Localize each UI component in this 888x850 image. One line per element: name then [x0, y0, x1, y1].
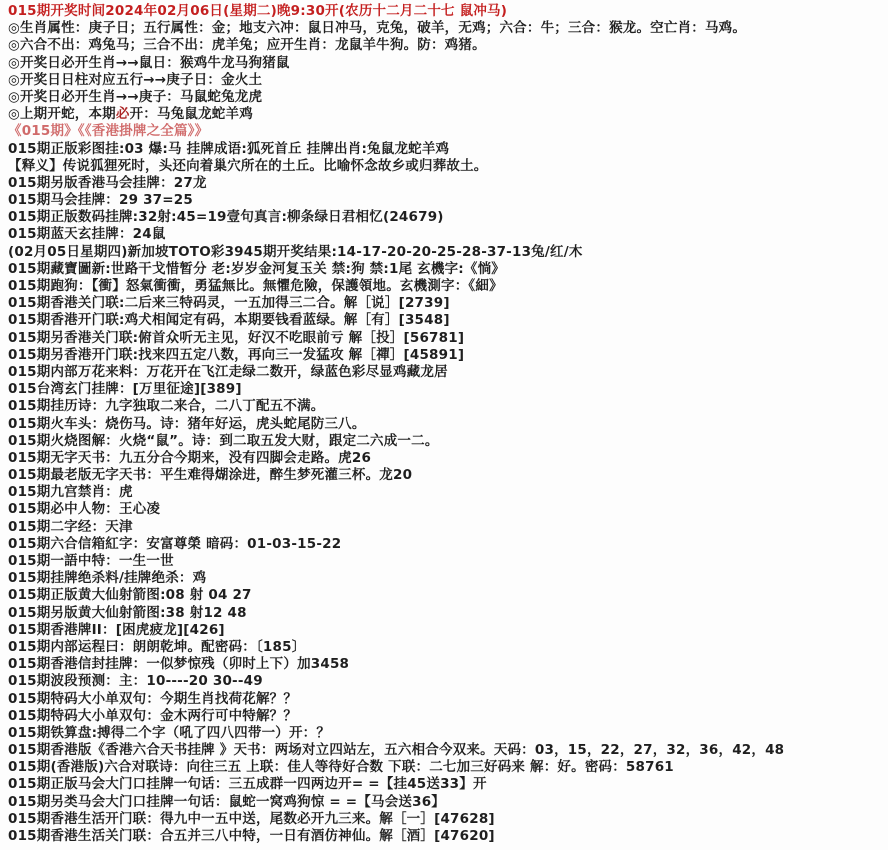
text-line	[8, 278, 882, 295]
text-segment: 015期香港关门联:二后来三特码灵，一五加得三二合。解［说］[2739]	[8, 295, 450, 312]
text-line	[8, 209, 882, 226]
text-line	[8, 226, 882, 243]
text-line	[8, 55, 882, 72]
text-segment: 开：马兔鼠龙蛇羊鸡	[129, 106, 253, 123]
text-segment: 015期六合信箱紅字：安富尊榮 暗码：01-03-15-22	[8, 535, 342, 552]
text-line	[8, 347, 882, 364]
text-line	[8, 312, 882, 329]
text-line	[8, 158, 882, 175]
text-segment: (02月05日星期四)新加坡TOTO彩3945期开奖结果:14-17-20-20-25-28-37-13兔/红/木	[8, 243, 583, 260]
text-line	[8, 708, 882, 725]
text-segment: 015期挂牌绝杀料/挂牌绝杀：鸡	[8, 570, 207, 587]
text-segment: 015期香港信封挂牌：一似梦惊残（卯时上下）加3458	[8, 656, 350, 673]
text-segment: 015期香港开门联:鸡犬相闻定有码，本期要钱看蓝绿。解［有］[3548]	[8, 312, 450, 329]
text-line	[8, 106, 882, 123]
text-line	[8, 484, 882, 501]
text-segment: 015期波段预测：主：10----20 30--49	[8, 673, 263, 690]
text-line	[8, 261, 882, 278]
text-line	[8, 433, 882, 450]
text-line	[8, 691, 882, 708]
text-segment: 015期另香港关门联:俯首众听无主见，好汉不吃眼前亏 解［投］[56781]	[8, 329, 465, 346]
text-segment: 015期正版黄大仙射箭图:08 射 04 27	[8, 587, 252, 604]
text-segment: ◎开奖日日柱对应五行→→庚子日：金火土	[8, 71, 263, 88]
text-line	[8, 536, 882, 553]
text-line	[8, 244, 882, 261]
lines-container	[8, 3, 882, 845]
text-line	[8, 501, 882, 518]
text-segment: 015期马会挂牌：29 37=25	[8, 192, 193, 209]
text-line	[8, 742, 882, 759]
text-segment: 015期二字经：天津	[8, 518, 133, 535]
text-segment: 015期内部运程曰：朗朗乾坤。配密码：〔185〕	[8, 638, 306, 655]
text-line	[8, 656, 882, 673]
text-line	[8, 794, 882, 811]
text-line	[8, 295, 882, 312]
text-segment: 015期最老版无字天书：平生难得煳涂进，醉生梦死灌三杯。龙20	[8, 467, 413, 484]
text-segment: 015期一語中特：一生一世	[8, 553, 174, 569]
text-segment: 015期香港生活关门联：合五并三八中特，一日有酒仿神仙。解［酒］[47620]	[8, 828, 495, 844]
text-segment: 015期特码大小单双句：今期生肖找荷花解？？	[8, 690, 298, 707]
text-segment: 015期内部万花来料：万花开在飞江走绿二数开，绿蓝色彩尽显鸡藏龙居	[8, 363, 448, 380]
text-line	[8, 450, 882, 467]
text-segment: 015台湾玄门挂牌：[万里征途][389]	[8, 381, 242, 398]
text-segment: ◎生肖属性：庚子日；五行属性：金；地支六冲：鼠日冲马，克兔，破羊，无鸡；六合：牛；三合：猴龙。空亡肖：马鸡。	[8, 20, 747, 37]
text-segment: 015期铁算盘:搏得二个字（吼了四八四带一）开：？	[8, 724, 331, 741]
text-segment: 015期挂历诗：九字独取二来合，二八丁配五不满。	[8, 398, 325, 415]
text-segment: 015期开奖时间2024年02月06日(星期二)晚9:30开(农历十二月二十七 鼠冲马)	[8, 3, 508, 19]
text-line	[8, 519, 882, 536]
text-line	[8, 759, 882, 776]
text-line	[8, 175, 882, 192]
text-line	[8, 416, 882, 433]
text-line	[8, 330, 882, 347]
text-segment: 015期跑狗：【衝】怒氣衝衝，勇猛無比。無懼危險，保護領地。玄機測字：《細》	[8, 278, 503, 294]
text-line	[8, 123, 882, 140]
text-segment: ◎开奖日必开生肖→→庚子：马鼠蛇兔龙虎	[8, 88, 263, 105]
text-line	[8, 398, 882, 415]
text-line	[8, 811, 882, 828]
text-line	[8, 37, 882, 54]
text-segment: 015期火车头：烧伤马。诗：猪年好运，虎头蛇尾防三八。	[8, 415, 366, 432]
text-segment: 【释义】传说狐狸死时，头还向着巢穴所在的土丘。比喻怀念故乡或归葬故土。	[8, 157, 488, 174]
text-line	[8, 192, 882, 209]
text-segment: 015期正版数码挂牌:32射:45=19壹句真言:柳条绿日君相忆(24679)	[8, 209, 444, 226]
text-line	[8, 776, 882, 793]
text-segment: 015期香港版《香港六合天书挂牌 》天书：两场对立四站左，五六相合今双来。天码：03，15，22，27，32，36，42，48	[8, 742, 785, 759]
text-line	[8, 622, 882, 639]
text-segment: 015期火烧图解：火烧“鼠”。诗：到二取五发大财，跟定二六成一二。	[8, 432, 439, 449]
text-segment: 015期必中人物：王心凌	[8, 501, 161, 518]
text-segment: ◎开奖日必开生肖→→鼠日：猴鸡牛龙马狗猪鼠	[8, 54, 290, 71]
text-segment: 015期香港生活开门联：得九中一五中送，尾数必开九三来。解［一］[47628]	[8, 810, 495, 827]
text-segment: 015期(香港版)六合对联诗：向往三五 上联：佳人等待好合数 下联：二七加三好码来 解：好。密码：58761	[8, 759, 674, 776]
text-segment: 015期九宫禁肖：虎	[8, 484, 133, 501]
text-line	[8, 72, 882, 89]
text-segment: 015期另版黄大仙射箭图:38 射12 48	[8, 604, 247, 621]
text-line	[8, 364, 882, 381]
text-segment: 015期另类马会大门口挂牌一句话：鼠蛇一窝鸡狗惊 = =【马会送36】	[8, 793, 445, 810]
text-line	[8, 89, 882, 106]
text-line	[8, 673, 882, 690]
text-line	[8, 20, 882, 37]
text-segment: 015期无字天书：九五分合今期来，没有四脚会走路。虎26	[8, 449, 372, 466]
text-line	[8, 381, 882, 398]
text-line	[8, 605, 882, 622]
text-line	[8, 3, 882, 20]
text-segment: ◎六合不出：鸡兔马；三合不出：虎羊兔；应开生肖：龙鼠羊牛狗。防：鸡猪。	[8, 37, 486, 54]
text-segment: 《015期》《《香港掛牌之全篇》》	[8, 123, 209, 140]
text-segment: 015期另版香港马会挂牌：27龙	[8, 174, 207, 191]
text-segment: 015期蓝天玄挂牌：24鼠	[8, 226, 166, 243]
text-line	[8, 553, 882, 570]
text-segment: ◎上期开蛇，本期	[8, 106, 116, 123]
text-line	[8, 639, 882, 656]
text-segment: 015期特码大小单双句：金木两行可中特解？？	[8, 707, 298, 724]
text-line	[8, 587, 882, 604]
text-segment: 015期另香港开门联:找来四五定八数，再向三一发猛攻 解［禪］[45891]	[8, 346, 465, 363]
text-line	[8, 141, 882, 158]
text-segment: 015期香港牌II：[困虎疲龙][426]	[8, 621, 225, 638]
text-segment: 015期藏寶圖新:世路干戈惜暂分 老:岁岁金河复玉关 禁:狗 禁:1尾 玄機字:《惝》	[8, 260, 505, 277]
text-line	[8, 725, 882, 742]
text-segment: 015期正版彩图挂:03 爆:马 挂牌成语:狐死首丘 挂牌出肖:兔鼠龙蛇羊鸡	[8, 140, 450, 157]
text-line	[8, 828, 882, 845]
text-line	[8, 467, 882, 484]
text-segment: 必	[115, 106, 130, 123]
text-line	[8, 570, 882, 587]
text-segment: 015期正版马会大门口挂牌一句话：三五成群一四两边开= =【挂45送33】开	[8, 776, 487, 793]
